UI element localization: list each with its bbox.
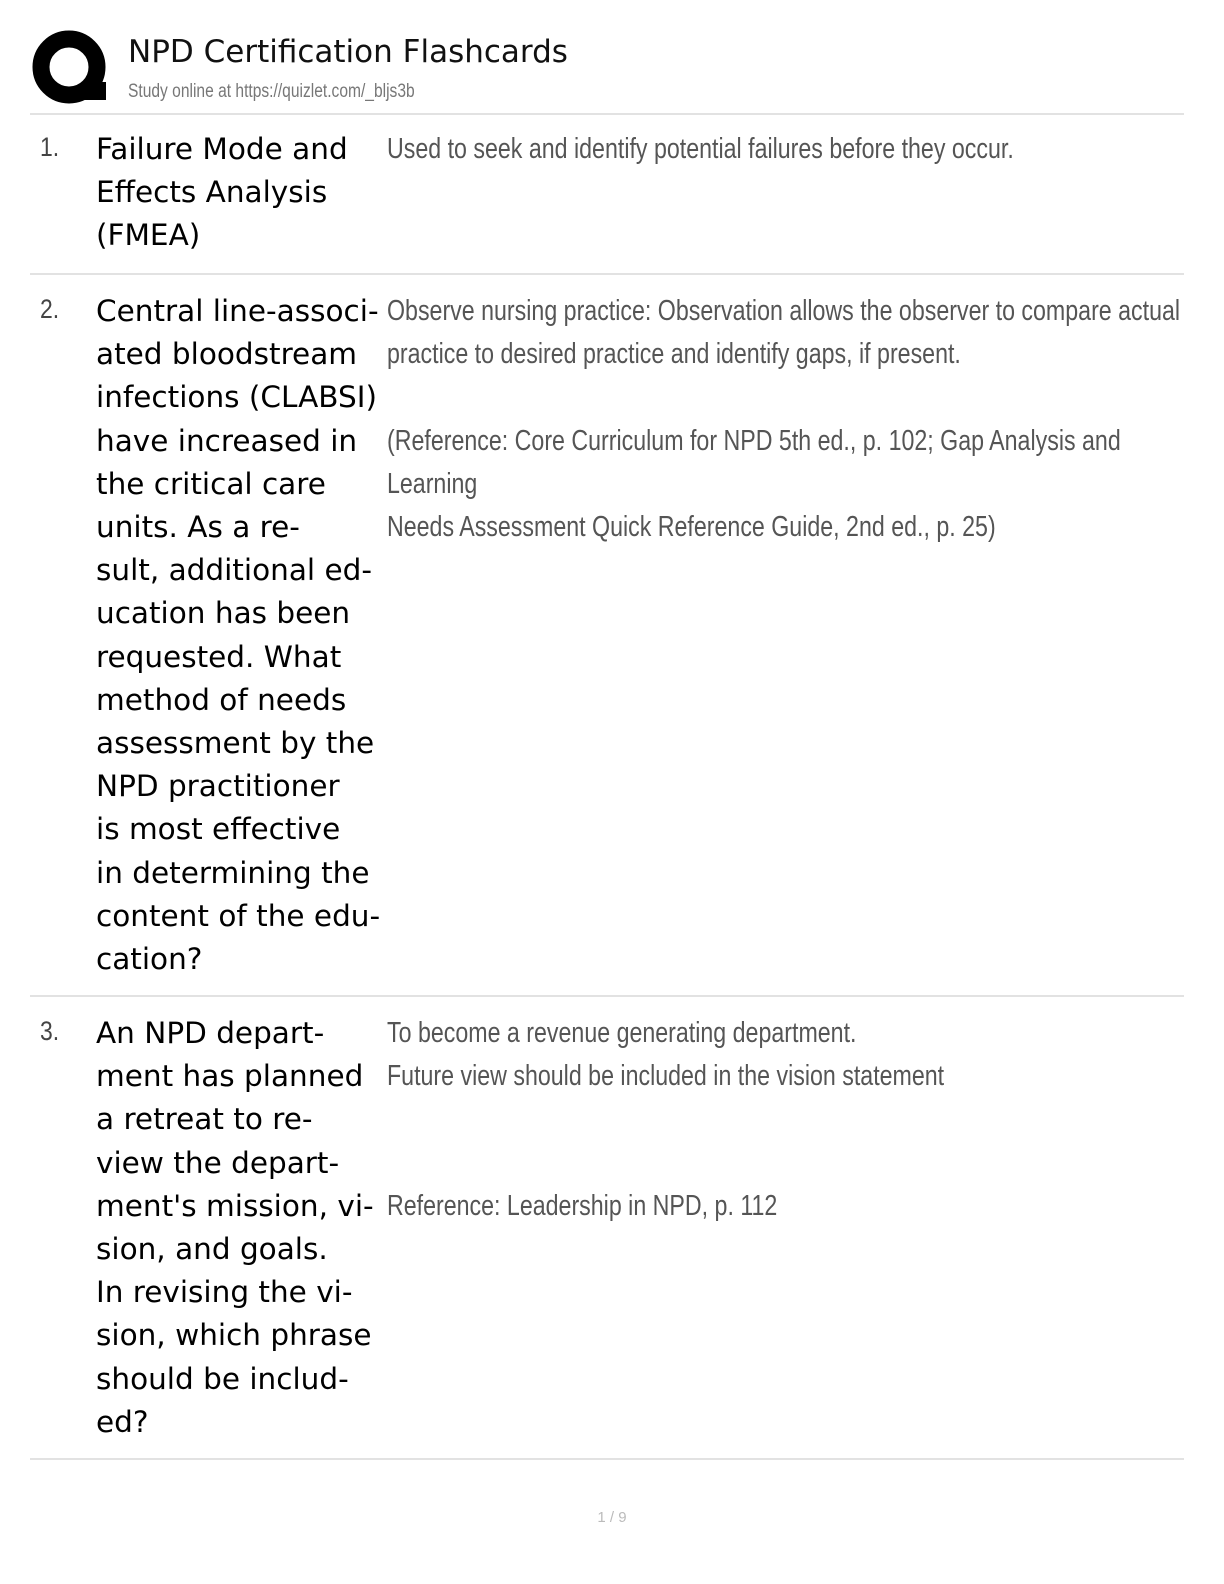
study-online-link[interactable]: Study online at https://quizlet.com/_bljs3b [128,81,415,102]
card-definition: Used to seek and identify potential failures before they occur. [387,133,1014,165]
quizlet-q-logo-icon [32,30,108,106]
card-number: 2. [40,294,60,324]
card-divider [30,1458,1184,1460]
header-divider [30,113,1184,115]
page-title: NPD Certification Flashcards [128,34,568,70]
page-number: 1 / 9 [597,1509,627,1526]
card-divider [30,273,1184,275]
card-definition: Observe nursing practice: Observation allows the observer to compare actual practice to desired practice and identify gaps, if present. (Reference: Core Curriculum for NPD 5th ed., p. 102; Gap Analysis and Learning Needs Assessment Quick Reference Guide, 2nd ed., p. 25) [387,295,1181,544]
card-number: 3. [40,1016,60,1046]
card-term: An NPD depart- ment has planned a retreat to re- view the depart- ment's mission, vi- sion, and goals. In revising the vi- sion, which phrase should be includ- ed? [96,1016,374,1439]
card-term: Failure Mode and Effects Analysis (FMEA) [96,132,348,253]
card-number: 1. [40,132,60,162]
page-header [30,28,1184,114]
card-definition: To become a revenue generating department. Future view should be included in the vision statement Reference: Leadership in NPD, p. 112 [387,1017,945,1222]
card-divider [30,995,1184,997]
card-term: Central line-associ- ated bloodstream infections (CLABSI) have increased in the critical care units. As a re- sult, additional ed- ucation has been requested. What method of needs assessment by the NPD practitioner is most effective in determining the content of the edu- cation? [96,294,381,977]
